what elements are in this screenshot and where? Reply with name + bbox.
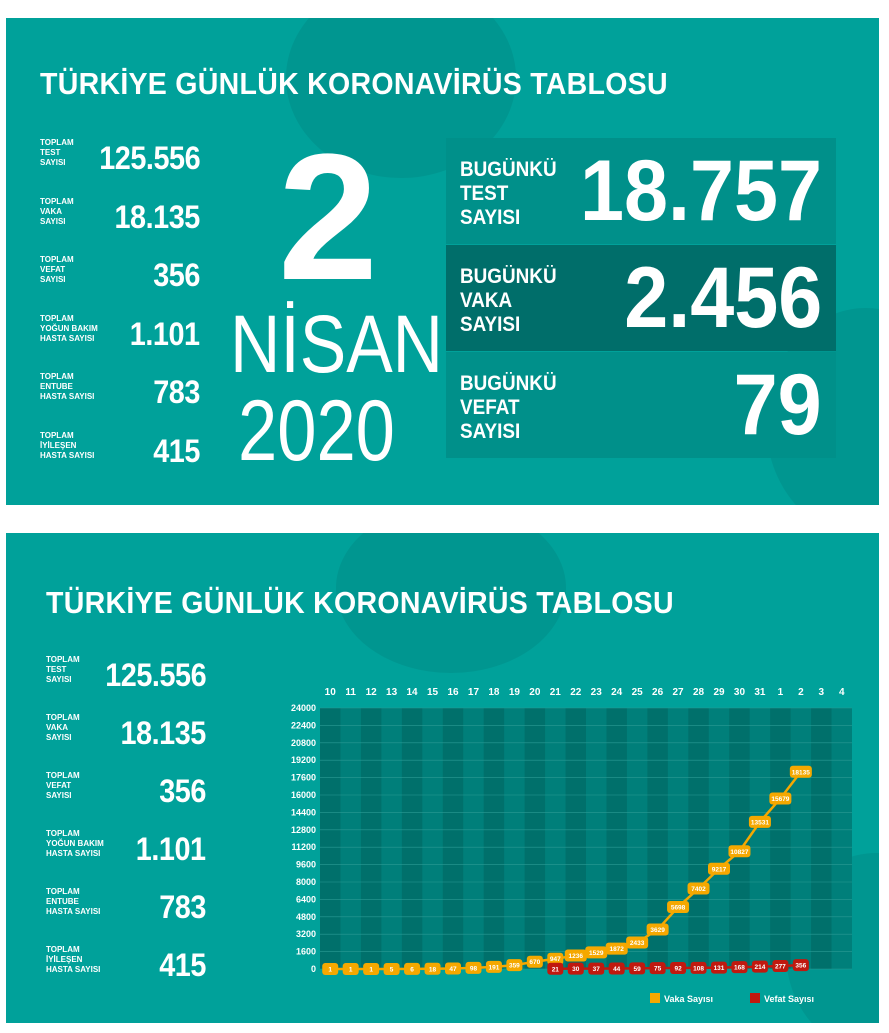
data-label: 947	[549, 956, 561, 964]
x-tick-label: 27	[672, 687, 684, 698]
column-band	[320, 708, 340, 969]
total-stat	[46, 887, 206, 927]
chart-panel	[6, 533, 879, 1023]
legend-label: Vefat Sayısı	[764, 994, 815, 1004]
stat-value: 783	[159, 889, 206, 925]
y-tick-label: 6400	[295, 894, 316, 905]
stat-value: 1.101	[136, 831, 206, 867]
data-label: 3629	[650, 927, 665, 935]
total-stat	[46, 945, 206, 985]
stat-value: 125.556	[99, 140, 200, 176]
total-stat	[46, 713, 206, 753]
today-value: 79	[733, 357, 822, 453]
stat-value: 1.101	[130, 315, 200, 352]
x-tick-label: 16	[447, 687, 459, 698]
y-tick-label: 3200	[295, 929, 316, 940]
y-tick-label: 4800	[295, 911, 316, 922]
data-label: 47	[449, 965, 457, 973]
data-label: 2433	[629, 940, 645, 948]
data-label: 44	[613, 966, 621, 974]
total-stat	[40, 255, 200, 295]
x-tick-label: 15	[426, 687, 439, 698]
stat-label: TOPLAM ENTUBE HASTA SAYISI	[46, 887, 101, 916]
column-band	[361, 708, 381, 969]
x-tick-label: 20	[529, 687, 541, 698]
column-band	[811, 708, 831, 969]
today-box	[446, 352, 836, 458]
stat-value: 18.135	[120, 715, 206, 751]
x-tick-label: 14	[406, 687, 418, 698]
data-label: 10827	[730, 848, 749, 856]
y-tick-label: 8000	[295, 877, 316, 887]
data-label: 1529	[588, 949, 604, 957]
x-tick-label: 17	[467, 687, 480, 698]
data-label: 1236	[568, 953, 584, 961]
total-stat	[40, 314, 200, 354]
stat-value: 415	[153, 432, 200, 469]
total-stat	[40, 372, 200, 412]
data-label: 6	[410, 966, 414, 974]
data-label: 30	[572, 966, 580, 974]
total-stat	[46, 829, 206, 869]
x-tick-label: 23	[590, 687, 602, 698]
total-stat	[46, 655, 206, 695]
legend-swatch	[650, 993, 660, 1003]
y-tick-label: 20800	[290, 737, 316, 748]
panel-title: TÜRKİYE GÜNLÜK KORONAVİRÜS TABLOSU	[46, 585, 674, 620]
column-band	[443, 708, 463, 969]
x-tick-label: 4	[838, 687, 845, 698]
column-band	[606, 708, 626, 969]
summary-panel	[6, 18, 879, 505]
data-label: 1	[348, 966, 353, 974]
data-label: 75	[653, 965, 662, 973]
stat-label: TOPLAM TEST SAYISI	[46, 655, 80, 684]
data-label: 168	[734, 964, 745, 972]
today-value: 2.456	[623, 250, 822, 346]
legend-swatch	[750, 993, 760, 1003]
today-box	[446, 138, 836, 244]
data-label: 670	[529, 959, 541, 967]
x-tick-label: 18	[488, 687, 500, 698]
total-stat	[40, 197, 200, 237]
stat-label: TOPLAM TEST SAYISI	[40, 138, 74, 167]
stat-label: TOPLAM VEFAT SAYISI	[46, 771, 80, 800]
data-label: 191	[488, 964, 500, 972]
column-band	[566, 708, 586, 969]
data-label: 1872	[609, 946, 624, 954]
data-label: 5698	[670, 904, 686, 912]
x-tick-label: 12	[365, 687, 377, 698]
data-label: 5	[389, 966, 394, 974]
data-label: 98	[469, 965, 478, 973]
date-year: 2020	[238, 383, 395, 479]
y-tick-label: 16000	[290, 790, 316, 800]
x-tick-label: 21	[549, 687, 561, 698]
data-label: 1	[328, 966, 333, 974]
data-label: 21	[551, 966, 559, 974]
data-label: 131	[713, 965, 725, 973]
y-tick-label: 14400	[290, 807, 316, 818]
y-tick-label: 24000	[290, 703, 316, 713]
x-tick-label: 31	[754, 687, 766, 698]
x-tick-label: 26	[652, 687, 664, 698]
data-label: 9217	[711, 866, 727, 874]
x-tick-label: 10	[324, 687, 336, 698]
legend-label: Vaka Sayısı	[664, 994, 714, 1004]
stat-label: TOPLAM VAKA SAYISI	[46, 713, 80, 742]
data-label: 7402	[691, 886, 706, 894]
column-band	[688, 708, 708, 969]
y-tick-label: 19200	[290, 755, 316, 766]
y-tick-label: 1600	[295, 946, 316, 957]
x-tick-label: 11	[345, 687, 356, 698]
stat-label: TOPLAM YOĞUN BAKIM HASTA SAYISI	[46, 829, 104, 858]
column-band	[484, 708, 504, 972]
data-label: 359	[508, 962, 520, 970]
date-day: 2	[278, 117, 379, 318]
today-label: BUGÜNKÜ VEFAT SAYISI	[460, 372, 557, 443]
today-label: BUGÜNKÜ VAKA SAYISI	[460, 265, 557, 336]
stat-label: TOPLAM VEFAT SAYISI	[40, 255, 74, 284]
y-tick-label: 11200	[291, 842, 316, 853]
y-tick-label: 12800	[290, 824, 316, 835]
total-stat	[46, 771, 206, 811]
stat-label: TOPLAM ENTUBE HASTA SAYISI	[40, 372, 95, 401]
today-label: BUGÜNKÜ TEST SAYISI	[460, 158, 557, 229]
today-box	[446, 245, 836, 351]
stat-value: 356	[159, 773, 206, 809]
data-label: 92	[674, 965, 682, 973]
data-label: 13531	[750, 819, 769, 827]
stat-label: TOPLAM İYİLEŞEN HASTA SAYISI	[40, 430, 95, 460]
stat-label: TOPLAM YOĞUN BAKIM HASTA SAYISI	[40, 313, 98, 343]
x-tick-label: 29	[713, 687, 725, 698]
x-tick-label: 22	[570, 687, 582, 698]
data-label: 18135	[791, 769, 810, 777]
stat-label: TOPLAM VAKA SAYISI	[40, 196, 74, 226]
x-tick-label: 2	[798, 687, 804, 698]
today-value: 18.757	[579, 143, 822, 239]
column-band	[770, 708, 790, 969]
x-tick-label: 30	[733, 687, 746, 698]
y-tick-label: 0	[310, 964, 316, 974]
x-tick-label: 25	[631, 687, 643, 698]
x-tick-label: 1	[777, 687, 784, 698]
stat-value: 18.135	[114, 198, 200, 235]
total-stat	[40, 138, 200, 178]
y-tick-label: 22400	[290, 720, 316, 731]
stat-value: 356	[153, 257, 200, 293]
data-label: 18	[428, 966, 437, 974]
stat-value: 125.556	[105, 657, 206, 693]
date-month: NİSAN	[230, 299, 444, 390]
x-tick-label: 3	[818, 687, 825, 698]
x-tick-label: 28	[692, 687, 705, 698]
x-tick-label: 19	[508, 687, 520, 698]
total-stat	[40, 431, 200, 471]
x-tick-label: 24	[611, 687, 623, 698]
data-label: 277	[774, 963, 786, 971]
stat-value: 783	[153, 374, 200, 410]
data-label: 356	[795, 962, 807, 970]
y-tick-label: 9600	[295, 859, 316, 870]
data-label: 15679	[771, 795, 790, 803]
data-label: 37	[592, 966, 600, 974]
x-tick-label: 13	[386, 687, 398, 698]
stat-label: TOPLAM İYİLEŞEN HASTA SAYISI	[46, 945, 101, 974]
data-label: 214	[754, 964, 766, 972]
column-band	[402, 708, 422, 969]
column-band	[729, 708, 749, 969]
case-chart	[278, 673, 858, 1023]
stat-value: 415	[159, 947, 206, 983]
panel-title: TÜRKİYE GÜNLÜK KORONAVİRÜS TABLOSU	[40, 66, 668, 101]
y-tick-label: 17600	[290, 772, 316, 783]
data-label: 59	[633, 965, 641, 973]
data-label: 1	[369, 966, 373, 974]
data-label: 108	[693, 965, 704, 973]
column-band	[525, 708, 545, 969]
